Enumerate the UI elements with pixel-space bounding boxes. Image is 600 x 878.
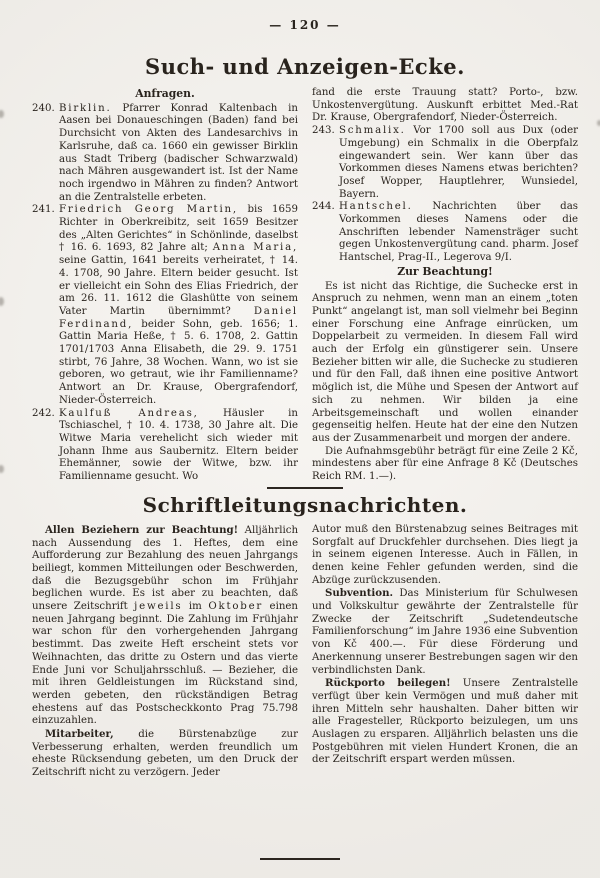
text-segment: Anna Maria, [212,242,298,254]
schriftleitung-section-title: Schriftleitungsnachrichten. [142,492,468,517]
text-segment: Birklin. [59,102,112,114]
zur-beachtung-heading: Zur Beachtung! [397,264,493,278]
entry-number: 241. [32,204,55,216]
zur-beachtung-paragraphs [312,281,578,484]
anfrage-entry-240 [32,103,298,205]
suchecke-left-column [32,87,298,484]
text-segment: Subvention. [325,587,394,600]
text-segment: Allen Beziehern zur Beachtung! [45,523,239,536]
text-segment: im [182,601,209,613]
text-segment: Mitarbeiter, [45,728,114,741]
text-segment: Nachrichten über das Vorkommen dieses Namens oder die Anschriften lebender Namensträger sucht gegen Unkostenvergütung cand. pharm. Josef Hantschel, Prag-II., Legerova 9/I. [339,201,578,264]
text-segment: jeweils [134,601,183,613]
section-end-rule [267,487,343,489]
text-segment: Häusler in Tschiaschel, † 10. 4. 1738, 30 Jahre alt. Die Witwe Maria verehelicht sich wieder mit Johann Ihme aus Saubernitz. Eltern beider Ehemänner, sowie der Witwe, bzw. ihr Familienname gesucht. Wo [59,407,298,483]
anfrage-entry-244 [312,201,578,265]
text-segment: fand die erste Trauung statt? Porto-, bzw. Unkostenvergütung. Auskunft erbittet Med.-Rat Dr. Krause, Obergrafendorf, Nieder-Österreich. [312,87,578,124]
anfragen-entry-list [312,125,578,265]
suchecke-right-column [312,87,578,484]
ink-speck [0,110,4,118]
page-number: — 120 — [269,18,341,32]
entry-number: 240. [32,102,55,114]
entry-text [339,201,578,263]
text-segment: Vor 1700 soll aus Dux (oder Umgebung) ein Schmalix in die Oberpfalz eingewandert sein. Wer kann über das Vorkommen dieses Namens etwas berichten? Josef Wopper, Hauptlehrer, Wunsiedel, Bayern. [339,125,578,200]
text-segment: Daniel Ferdinand, [59,305,298,330]
text-segment: Schmalix. [339,125,406,137]
text-segment: einen neuen Jahrgang beginnt. Die Zahlung im Frühjahr war schon für den vorhergehenden Jahrgang bestimmt. Das zweite Heft erscheint stets vor Weihnachten, das dritte zu Ostern und das vierte Ende Juni vor Schuljahrsschluß. — Bezieher, die mit ihren Geldleistungen im Rückstand sind, werden gebeten, den rückständigen Betrag ehestens auf das Postscheckkonto Prag 75.798 einzuzahlen. [32,601,298,727]
schriftleitung-left-column [32,524,298,780]
entry-number: 242. [32,407,55,419]
schriftleitung-columns [32,524,578,780]
notice-paragraph [312,446,578,484]
suchecke-section-title: Such- und Anzeigen-Ecke. [145,54,465,79]
anfragen-heading: Anfragen. [135,87,195,100]
text-segment: seine Gattin, 1641 bereits verheiratet, † 14. 4. 1708, 90 Jahre. Eltern beider gesucht. Ist er vielleicht ein Sohn des Elias Friedrich, der am 26. 11. 1612 die Glashütte von seinem Vater Martin übernimmt? [59,255,298,317]
text-segment: Es ist nicht das Richtige, die Suchecke erst in Anspruch zu nehmen, wenn man an einem „toten Punkt“ angelangt ist, man soll vielmehr bei Beginn einer Forschung eine Anfrage einrücken, um Doppelarbeit zu vermeiden. In diesem Fall wird auch der Erfolg ein günstigerer sein. Unsere Bezieher bitten wir alle, die Suchecke zu studieren und für den Fall, daß ihnen eine positive Antwort möglich ist, die Mühe und Spesen der Antwort auf sich zu nehmen. Wir bilden ja eine Arbeitsgemeinschaft und wollen einander gegenseitig helfen. Heute hat der eine den Nutzen aus der Zusammenarbeit und morgen der andere. [312,280,578,444]
text-segment: bis 1659 Richter in Oberkreibitz, seit 1659 Besitzer des „Alten Gerichtes“ in Schönlinde, daselbst † 16. 6. 1693, 82 Jahre alt; [59,204,298,254]
text-segment: Friedrich Georg Martin, [59,204,238,216]
entry-number: 244. [312,201,335,213]
entry-continuation-paragraph [312,87,578,125]
entry-text [339,125,578,200]
ink-speck [0,297,4,306]
schriftleitung-paragraph [32,524,298,728]
text-segment: die Bürstenabzüge zur Verbesserung erhalten, werden freundlich um eheste Rücksendung gebeten, um den Druck der Zeitschrift nicht zu verzögern. Jeder [32,729,298,779]
schriftleitung-paragraph [32,728,298,780]
text-segment: Kaulfuß Andreas, [59,407,199,419]
entry-text [59,103,298,203]
page-end-rule [260,858,340,860]
text-segment: Oktober [208,601,264,613]
anfrage-entry-243 [312,125,578,201]
text-segment: Das Ministerium für Schulwesen und Volkskultur gewährte der Zentralstelle für Zwecke der Zeitschrift „Sudetendeutsche Familienforschung“ im Jahre 1936 eine Subvention von Kč 400.—. Für diese Förderung und Anerkennung unserer Bestrebungen sagen wir den verbindlichsten Dank. [312,588,578,676]
text-segment: Pfarrer Konrad Kaltenbach in Aasen bei Donaueschingen (Baden) fand bei Durchsicht von Akten des Landesarchivs in Karlsruhe, daß ca. 1660 ein gewisser Birklin aus Stadt Triberg (badischer Schwarzwald) nach Mähren ausgewandert ist. Ist der Name noch irgendwo in Mähren zu finden? Antwort an die Zentralstelle erbeten. [59,102,298,203]
text-segment: Autor muß den Bürstenabzug seines Beitrages mit Sorgfalt auf Druckfehler durchsehen. Dies liegt ja in seinem eigenen Interesse. Auch in Fällen, in denen keine Fehler gefunden werden, sind die Abzüge zurückzusenden. [312,523,578,586]
schriftleitung-paragraph [312,587,578,677]
anfrage-entry-242 [32,408,298,484]
notice-paragraph [312,281,578,446]
entry-text [59,204,298,406]
schriftleitung-paragraph [312,677,578,767]
text-segment: Hantschel. [339,201,413,213]
anfrage-entry-241 [32,204,298,407]
text-segment: Alljährlich nach Aussendung des 1. Heftes, dem eine Aufforderung zur Bezahlung des neuen Jahrgangs beiliegt, kommen Mitteilungen oder Beschwerden, daß die Bezugsgebühr schon im Frühjahr beglichen wurde. Es ist aber zu beachten, daß unsere Zeitschrift [32,524,298,613]
ink-speck [0,465,4,473]
anfragen-entry-list [32,103,298,484]
suchecke-columns [32,87,578,484]
entry-text [59,408,298,483]
text-segment: Unsere Zentralstelle verfügt über kein Vermögen und muß daher mit ihren Mitteln sehr haushalten. Daher bitten wir alle Fragesteller, Rückporto beizulegen, um uns Auslagen zu ersparen. Alljährlich belasten uns die Postgebühren mit vielen Hundert Kronen, die an der Zeitschrift erspart werden müssen. [312,678,578,766]
text-segment: Rückporto beilegen! [325,677,451,690]
entry-number: 243. [312,125,335,137]
text-segment: beider Sohn, geb. 1656; 1. Gattin Maria Heße, † 5. 6. 1708, 2. Gattin 1701/1703 Anna Elisabeth, die 29. 9. 1751 stirbt, 76 Jahre, 38 Wochen. Wann, wo ist sie geboren, wo getraut, wie ihr Familienname? Antwort an Dr. Krause, Obergrafendorf, Nieder-Österreich. [59,318,298,406]
schriftleitung-right-column [312,524,578,780]
text-segment: Die Aufnahmsgebühr beträgt für eine Zeile 2 Kč, mindestens aber für eine Anfrage 8 Kč (Deutsches Reich RM. 1.—). [312,445,578,483]
schriftleitung-paragraph [312,524,578,588]
